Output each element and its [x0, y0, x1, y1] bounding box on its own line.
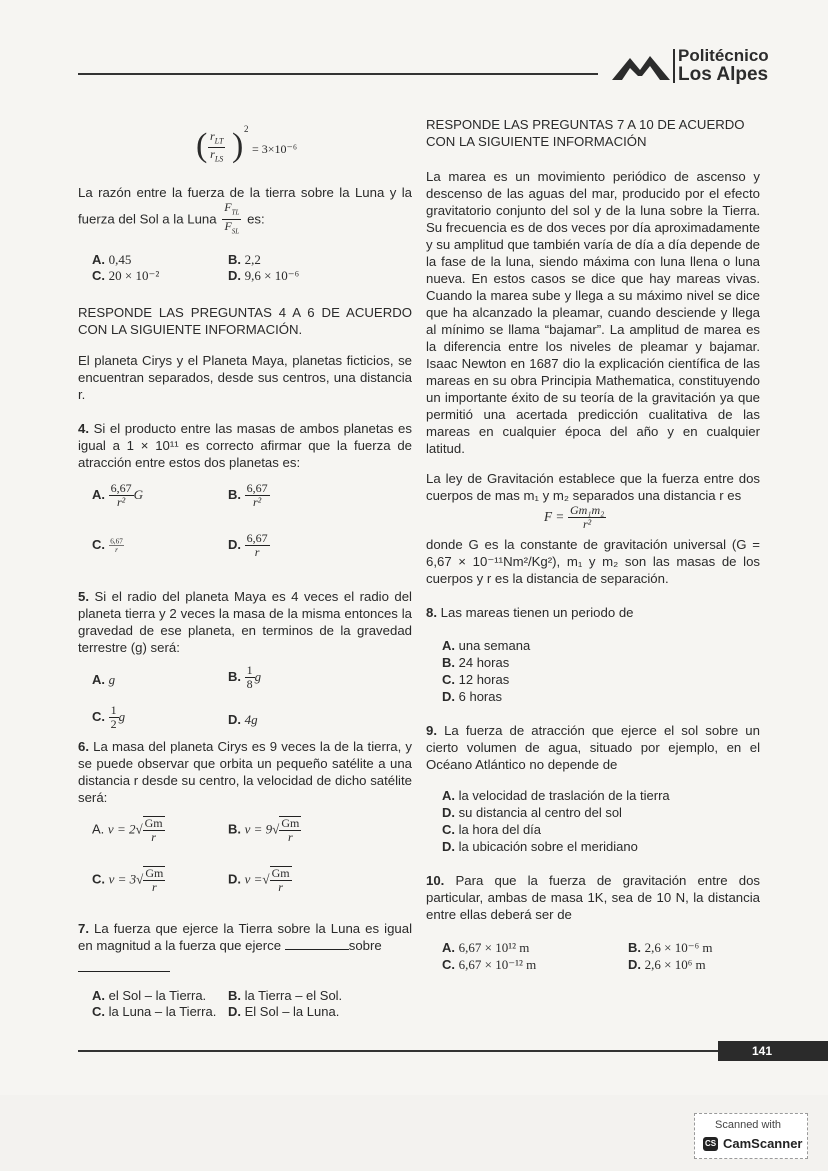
tides-paragraph: La marea es un movimiento periódico de ascenso y descenso de las aguas del mar, producido por el efecto gravitatorio conjunto del sol y de la luna sobre la Tierra. Su frecuencia es de dos veces por día aproximadamente y su amplitud que también varía de día a día depende de la fase de la luna, siendo máxima con luna llena o luna nueva. En estos casos se dice que hay mareas vivas. Cuando la marea sube y llega a su máximo nivel se dice que ha alcanzado la pleamar, cuando desciende y llega al mínimo se llama “bajamar”. La amplitud de marea es la diferencia entre los niveles de pleamar y bajamar. Isaac Newton en 1687 dio la explicación científica de las mareas en su obra Principia Mathematica, constituyendo un importante éxito de su teoría de la gravitación ya que permitió una acertada predicción cualitativa de las mareas en cualquier época del año y en cualquier latitud.	[426, 169, 760, 456]
option-q8-c: C. 12 horas	[442, 672, 510, 687]
option-q3-d: D. 9,6 × 10⁻⁶	[228, 268, 300, 283]
page-number: 141	[718, 1041, 828, 1061]
question-4: 4. Si el producto entre las masas de ambos planetas es igual a 1 × 10¹¹ es correcto afirmar que la fuerza de atracción entre estos dos planetas es:	[78, 421, 412, 470]
gravitation-law: La ley de Gravitación establece que la fuerza entre dos cuerpos de mas m₁ y m₂ separados una distancia r es	[426, 471, 760, 503]
question-5: 5. Si el radio del planeta Maya es 4 veces el radio del planeta tierra y 2 veces la masa de la misma entonces la gravedad de ese planeta, en terminos de la gravedad terrestre (g) será:	[78, 589, 412, 655]
intro-4-6: El planeta Cirys y el Planeta Maya, planetas ficticios, se encuentran separados, desde sus centros, una distancia r.	[78, 353, 412, 402]
option-q7-c: C. la Luna – la Tierra.	[92, 1004, 217, 1019]
watermark-line2: CamScanner	[723, 1136, 803, 1151]
option-q4-d: D. $\frac{6,67}{r}$	[228, 531, 268, 559]
option-q6-b: B. v = 9√ $\frac{Gm}{r}$	[228, 816, 300, 844]
option-q4-c: C. $\frac{6,67}{r}$	[92, 536, 123, 554]
option-q3-c: C. 20 × 10⁻²	[92, 268, 160, 283]
gravitation-formula: F = $\frac{\text{Gm₁m₂}}{\text{r²}}$	[544, 503, 605, 531]
question-9: 9. La fuerza de atracción que ejerce el sol sobre un cierto volumen de agua, situado por ejemplo, en el Océano Atlántico no depende de	[426, 723, 760, 772]
heading-4-6: RESPONDE LAS PREGUNTAS 4 A 6 DE ACUERDO CON LA SIGUIENTE INFORMACIÓN.	[78, 305, 412, 337]
question-10: 10. Para que la fuerza de gravitación entre dos particular, ambas de masa 1K, sea de 10 N, la distancia entre ellas deberá ser de	[426, 873, 760, 922]
option-q8-d: D. 6 horas	[442, 689, 502, 704]
equation-value: = 3×10⁻⁶	[252, 142, 298, 156]
option-q9-b: D. su distancia al centro del sol	[442, 805, 622, 820]
option-q5-c: C. $\frac{1}{2}$ g	[92, 703, 126, 731]
logo-line1: Politécnico	[678, 46, 769, 65]
ratio-equation: ( $r_{LT}$ $r_{LS}$ ) 2 = 3×10⁻⁶	[196, 124, 298, 164]
option-q10-c: C. 6,67 × 10⁻¹² m	[442, 957, 537, 972]
option-q7-b: B. la Tierra – el Sol.	[228, 988, 343, 1003]
option-q3-b: B. 2,2	[228, 252, 261, 267]
option-q7-d: D. El Sol – la Luna.	[228, 1004, 340, 1019]
option-q3-a: A. 0,45	[92, 252, 132, 267]
camscanner-watermark	[694, 1113, 808, 1159]
logo	[612, 46, 769, 86]
option-q10-b: B. 2,6 × 10⁻⁶ m	[628, 940, 713, 955]
question-8: 8. Las mareas tienen un periodo de	[426, 605, 634, 620]
option-q8-b: B. 24 horas	[442, 655, 510, 670]
gravitation-constant: donde G es la constante de gravitación universal (G = 6,67 × 10⁻¹¹Nm²/Kg²), m₁ y m₂ son las masas de los cuerpos y r es la distancia de separación.	[426, 537, 760, 586]
camscanner-icon: CS	[703, 1137, 718, 1151]
watermark-line1: Scanned with	[715, 1119, 782, 1131]
option-q6-d: D. v =√ $\frac{Gm}{r}$	[228, 866, 290, 894]
option-q9-a: A. la velocidad de traslación de la tierra	[442, 788, 670, 803]
header-rule	[78, 73, 598, 75]
option-q5-a: A. g	[92, 672, 116, 687]
footer-rule	[78, 1050, 718, 1052]
option-q5-d: D. 4g	[228, 712, 258, 727]
logo-line2: Los Alpes	[678, 64, 769, 85]
option-q8-a: A. una semana	[442, 638, 531, 653]
option-q10-a: A. 6,67 × 10¹² m	[442, 940, 530, 955]
option-q4-a: A. $\frac{6,67}{\text{r²}}$ G	[92, 481, 144, 509]
option-q9-c: C. la hora del día	[442, 822, 542, 837]
ratio-end: es:	[247, 211, 265, 227]
mountain-logo-icon	[612, 50, 670, 82]
option-q5-b: B. $\frac{1}{8}$ g	[228, 663, 262, 691]
question-7: 7. La fuerza que ejerce la Tierra sobre la Luna es igual en magnitud a la fuerza que ejerce sobre	[78, 920, 412, 972]
option-q6-c: C. v = 3√ $\frac{Gm}{r}$	[92, 866, 164, 894]
question-6: 6. La masa del planeta Cirys es 9 veces la de la tierra, y se puede observar que orbita un pequeño satélite a una distancia r desde su centro, la velocidad de dicho satélite será:	[78, 739, 412, 805]
ratio-question: La razón entre la fuerza de la tierra sobre la Luna y la fuerza del Sol a la Luna $\frac{F_{TL}}{F_{SL}}$ es:	[78, 185, 412, 236]
option-q10-d: D. 2,6 × 10⁶ m	[628, 957, 706, 972]
option-q4-b: B. $\frac{6,67}{\text{r²}}$	[228, 481, 268, 509]
option-q7-a: A. el Sol – la Tierra.	[92, 988, 207, 1003]
ratio-text: La razón entre la fuerza de la tierra sobre la Luna y la fuerza del Sol a la Luna	[78, 185, 412, 227]
option-q9-d: D. la ubicación sobre el meridiano	[442, 839, 638, 854]
heading-7-10: RESPONDE LAS PREGUNTAS 7 A 10 DE ACUERDO CON LA SIGUIENTE INFORMACIÓN	[426, 117, 745, 149]
option-q6-a: A. v = 2√ $\frac{Gm}{r}$	[92, 816, 163, 844]
